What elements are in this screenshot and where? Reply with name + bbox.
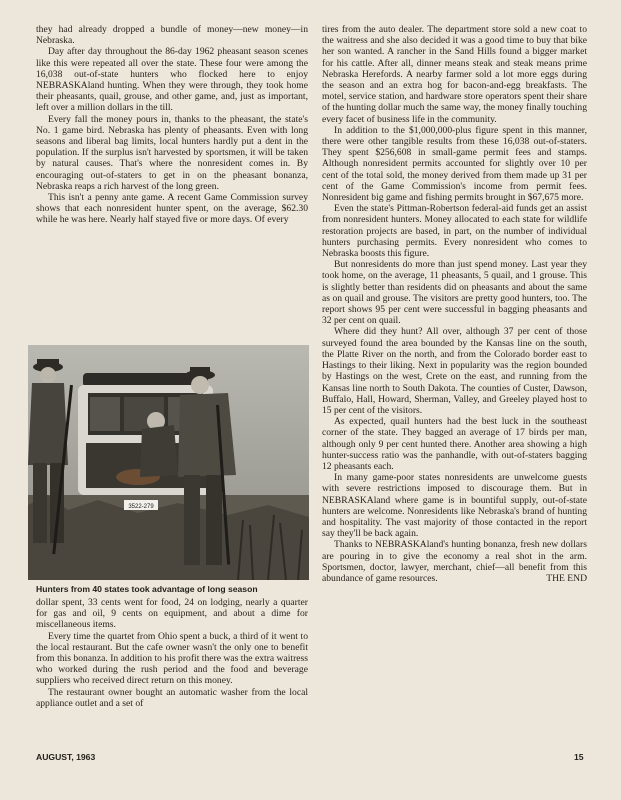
paragraph: Even the state's Pittman-Robertson federal-aid funds get an assist from nonresident hunters. Money allocated to each state for wildlife restoration projects are based, in part, on the number of individual hunters purchasing permits. Every nonresident who comes to Nebraska boosts this figure. [322,203,587,260]
page-number: 15 [574,752,584,762]
footer-date: AUGUST, 1963 [36,752,96,762]
paragraph: they had already dropped a bundle of money—new money—in Nebraska. [36,24,308,47]
paragraph: The restaurant owner bought an automatic washer from the local appliance outlet and a set of [36,686,308,709]
paragraph: But nonresidents do more than just spend money. Last year they took home, on the average, 11 pheasants, 5 quail, and 1 grouse. This is slightly better than residents did on pheasants and about the same as on quail and grouse. The visitors are pretty good hunters, too. The report shows 95 per cent were successful in bagging pheasants and 32 per cent on quail. [322,259,587,327]
license-plate: 3522-279 [128,504,154,510]
paragraph: dollar spent, 33 cents went for food, 24 on lodging, nearly a quarter for gas and oil, 9 cents on equipment, and about a dime for miscellaneous items. [36,597,308,631]
paragraph: Where did they hunt? All over, although 37 per cent of those surveyed found the area bounded by the Kansas line on the south, the Platte River on the north, and from the Colorado border east to Hastings to their liking. Next in popularity was the region bounded by Hastings on the west, Crete on the east, and running from the Kansas line north to South Dakota. The counties of Custer, Dawson, Buffalo, Hall, Howard, Sherman, Valley, and Greeley played host to 15 per cent of the visitors. [322,326,587,416]
left-column-top [36,24,308,226]
paragraph-last [322,539,587,584]
hunters-photo [28,345,309,580]
paragraph: tires from the auto dealer. The department store sold a new coat to the waitress and she also decided it was a good time to buy that bike her son wanted. A rancher in the Sand Hills found a bigger market for his cattle. After all, dinner means steak and steak means prime Nebraska Herefords. A nearby farmer sold a lot more eggs during the season and an extra hog for bacon-and-egg breakfasts. The motel, service station, and hardware store operators spent their share of the hunting dollar much the same way, the money finally touching every facet of business life in the community. [322,24,587,125]
paragraph: Every fall the money pours in, thanks to the pheasant, the state's No. 1 game bird. Nebraska has plenty of pheasants. Even with long seasons and liberal bag limits, local hunters hardly put a dent in the population. If the surplus isn't harvested by sportsmen, it will be taken by natural causes. That's where the nonresident comes in. By encouraging out-of-staters to get in on the pheasant bonanza, Nebraska reaps a rich harvest of the long green. [36,113,308,192]
the-end-mark: THE END [546,572,587,584]
paragraph: This isn't a penny ante game. A recent Game Commission survey shows that each nonresident hunter spent, on the average, $62.30 while he was here. Nearly half stayed five or more days. Of every [36,192,308,226]
paragraph: Every time the quartet from Ohio spent a buck, a third of it went to the local restaurant. But the cafe owner wasn't the only one to benefit from this bonanza. In addition to his profit there was the extra waitress who worked during the rush period and the food and beverage suppliers who received direct return on this money. [36,630,308,687]
paragraph: In addition to the $1,000,000-plus figure spent in this manner, there were other tangible results from these 16,038 out-of-staters. They spent $256,608 in small-game permit fees and stamps. Although nonresident permits accounted for slightly over 10 per cent of the total sold, the money derived from them made up 31 per cent of the Game Commission's income from permit fees. Nonresident big game and fishing permits brought in $67,675 more. [322,124,587,204]
paragraph: Day after day throughout the 86-day 1962 pheasant season scenes like this were repeated all over the state. These four were among the 16,038 out-of-state hunters who flocked here to enjoy NEBRASKAland hunting. When they were through, they took home their pheasants, quail, grouse, and other game, and, just as important, left over a million dollars in the till. [36,46,308,114]
photo-caption: Hunters from 40 states took advantage of long season [36,584,258,594]
right-column [322,24,587,584]
paragraph-text: Thanks to NEBRASKAland's hunting bonanza, fresh new dollars are pouring in to give the economy a real shot in the arm. Sportsmen, doctor, lawyer, merchant, chief—all benefit from this abundance of game resources. [322,539,587,584]
paragraph: As expected, quail hunters had the best luck in the southeast corner of the state. They bagged an average of 17 birds per man, although only 9 per cent hunted there. Another area showing a high hunter-success ratio was the panhandle, with out-of-staters bagging 12 pheasants each. [322,416,587,472]
paragraph: In many game-poor states nonresidents are unwelcome guests with severe restrictions imposed to discourage them. But in NEBRASKAland where game is in bountiful supply, out-of-state hunters are welcome. Nonresidents like Nebraska's brand of hunting and hospitality. The vast majority of those contacted in the report say they'll be back again. [322,472,587,540]
left-column-bottom [36,597,308,709]
